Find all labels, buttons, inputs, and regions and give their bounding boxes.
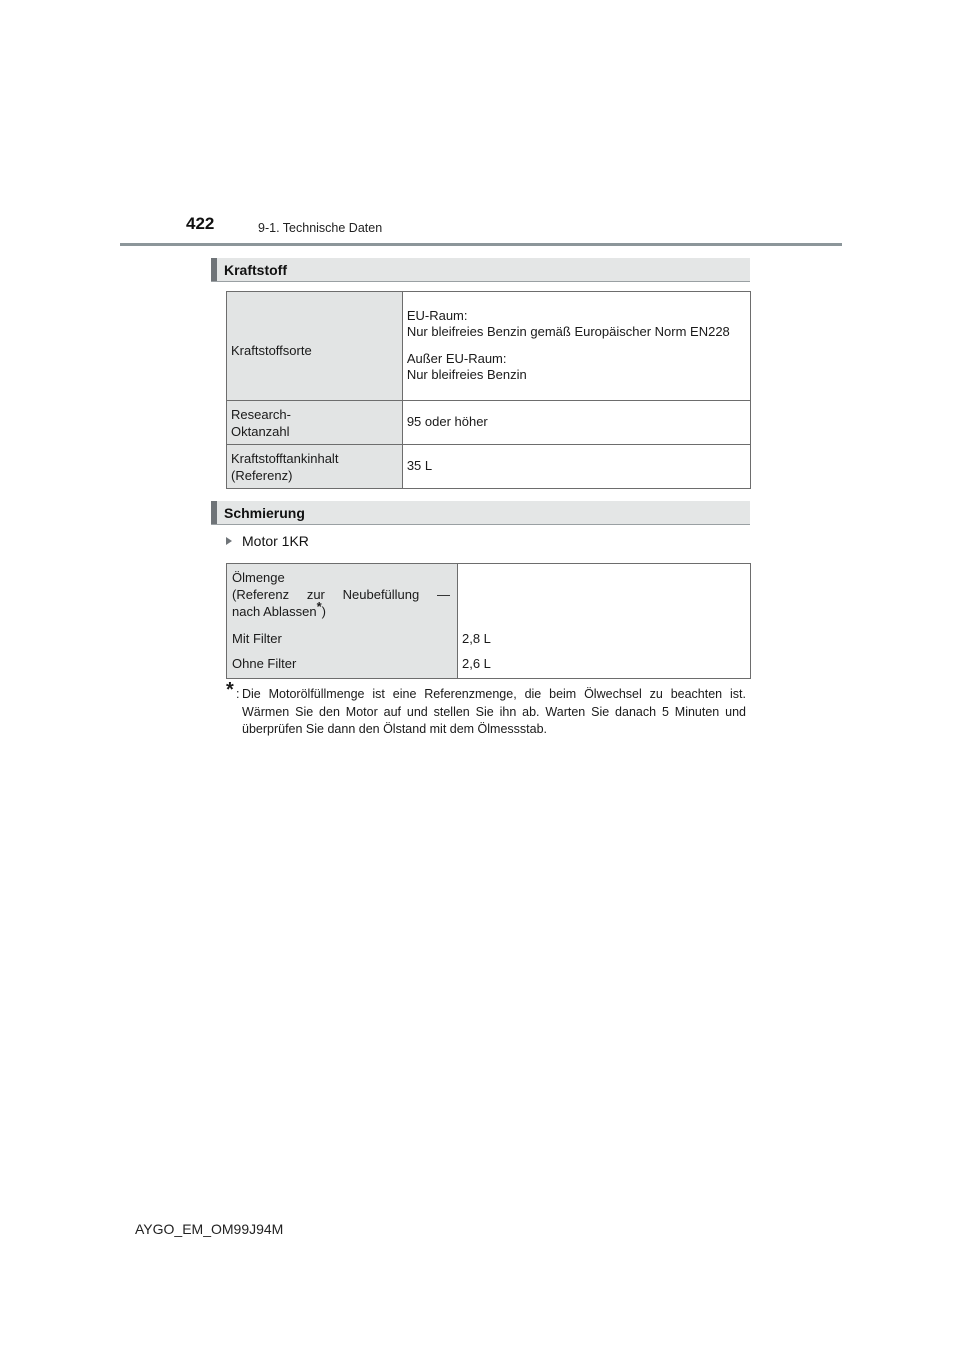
oil-row-label: Mit Filter xyxy=(232,631,282,646)
footnote-text: Die Motorölfüllmenge ist eine Referenzmenge, die beim Ölwechsel zu beachten ist. Wärmen Sie den Motor auf und stellen Sie ihn ab. Warten Sie danach 5 Minuten und überprüfen Sie dann den Ölstand mit dem Ölmessstab. xyxy=(242,687,746,736)
tank-key-line1: Kraftstofftankinhalt xyxy=(231,451,339,466)
octane-key xyxy=(227,401,403,445)
header-rule xyxy=(120,243,842,246)
fuel-table xyxy=(226,291,751,489)
eu-label: EU-Raum: xyxy=(406,307,468,323)
footnote-mark: * xyxy=(226,679,234,701)
octane-key-line1: Research- xyxy=(231,407,291,422)
oil-header-line3-suffix: ) xyxy=(321,604,326,619)
fuel-type-key-text: Kraftstoffsorte xyxy=(231,342,312,358)
document-code: AYGO_EM_OM99J94M xyxy=(135,1221,284,1237)
section-heading-label: Kraftstoff xyxy=(224,262,287,278)
table-row xyxy=(227,445,751,489)
oil-row-value: 2,6 L xyxy=(462,656,491,671)
engine-bullet xyxy=(226,533,309,549)
fuel-type-key xyxy=(227,292,403,401)
oil-header-line1: Ölmenge xyxy=(232,570,285,585)
octane-value: 95 oder höher xyxy=(402,401,750,445)
oil-row-value: 2,8 L xyxy=(462,631,491,646)
table-row xyxy=(227,401,751,445)
section-heading-kraftstoff xyxy=(211,258,750,282)
footnote-marker: * xyxy=(316,599,322,614)
footnote xyxy=(226,679,746,739)
chapter-title: 9-1. Technische Daten xyxy=(258,221,383,235)
page-number: 422 xyxy=(186,214,215,233)
table-row xyxy=(227,292,751,401)
non-eu-label: Außer EU-Raum: xyxy=(406,350,507,366)
fuel-type-value xyxy=(402,292,750,401)
section-heading-bar xyxy=(211,258,217,281)
triangle-right-icon xyxy=(226,537,232,545)
section-heading-label: Schmierung xyxy=(224,505,305,521)
footnote-colon: : xyxy=(236,687,240,701)
tank-value: 35 L xyxy=(402,445,750,489)
non-eu-text: Nur bleifreies Benzin xyxy=(406,367,527,382)
oil-header-line3 xyxy=(232,599,450,620)
oil-row-label: Ohne Filter xyxy=(232,656,297,671)
table-row xyxy=(227,653,750,678)
oil-header xyxy=(232,569,450,620)
octane-key-line2: Oktanzahl xyxy=(231,423,290,439)
oil-table xyxy=(226,563,751,679)
engine-label: Motor 1KR xyxy=(242,533,309,549)
tank-key xyxy=(227,445,403,489)
section-heading-bar xyxy=(211,501,217,524)
section-heading-schmierung xyxy=(211,501,750,525)
oil-header-line3-text: nach Ablassen xyxy=(232,604,317,619)
oil-header-line2: (Referenz zur Neubefüllung — xyxy=(232,587,450,602)
oil-rows xyxy=(227,628,750,678)
eu-text: Nur bleifreies Benzin gemäß Europäischer Norm EN228 xyxy=(406,324,730,339)
tank-key-line2: (Referenz) xyxy=(231,467,293,483)
table-row xyxy=(227,628,750,653)
